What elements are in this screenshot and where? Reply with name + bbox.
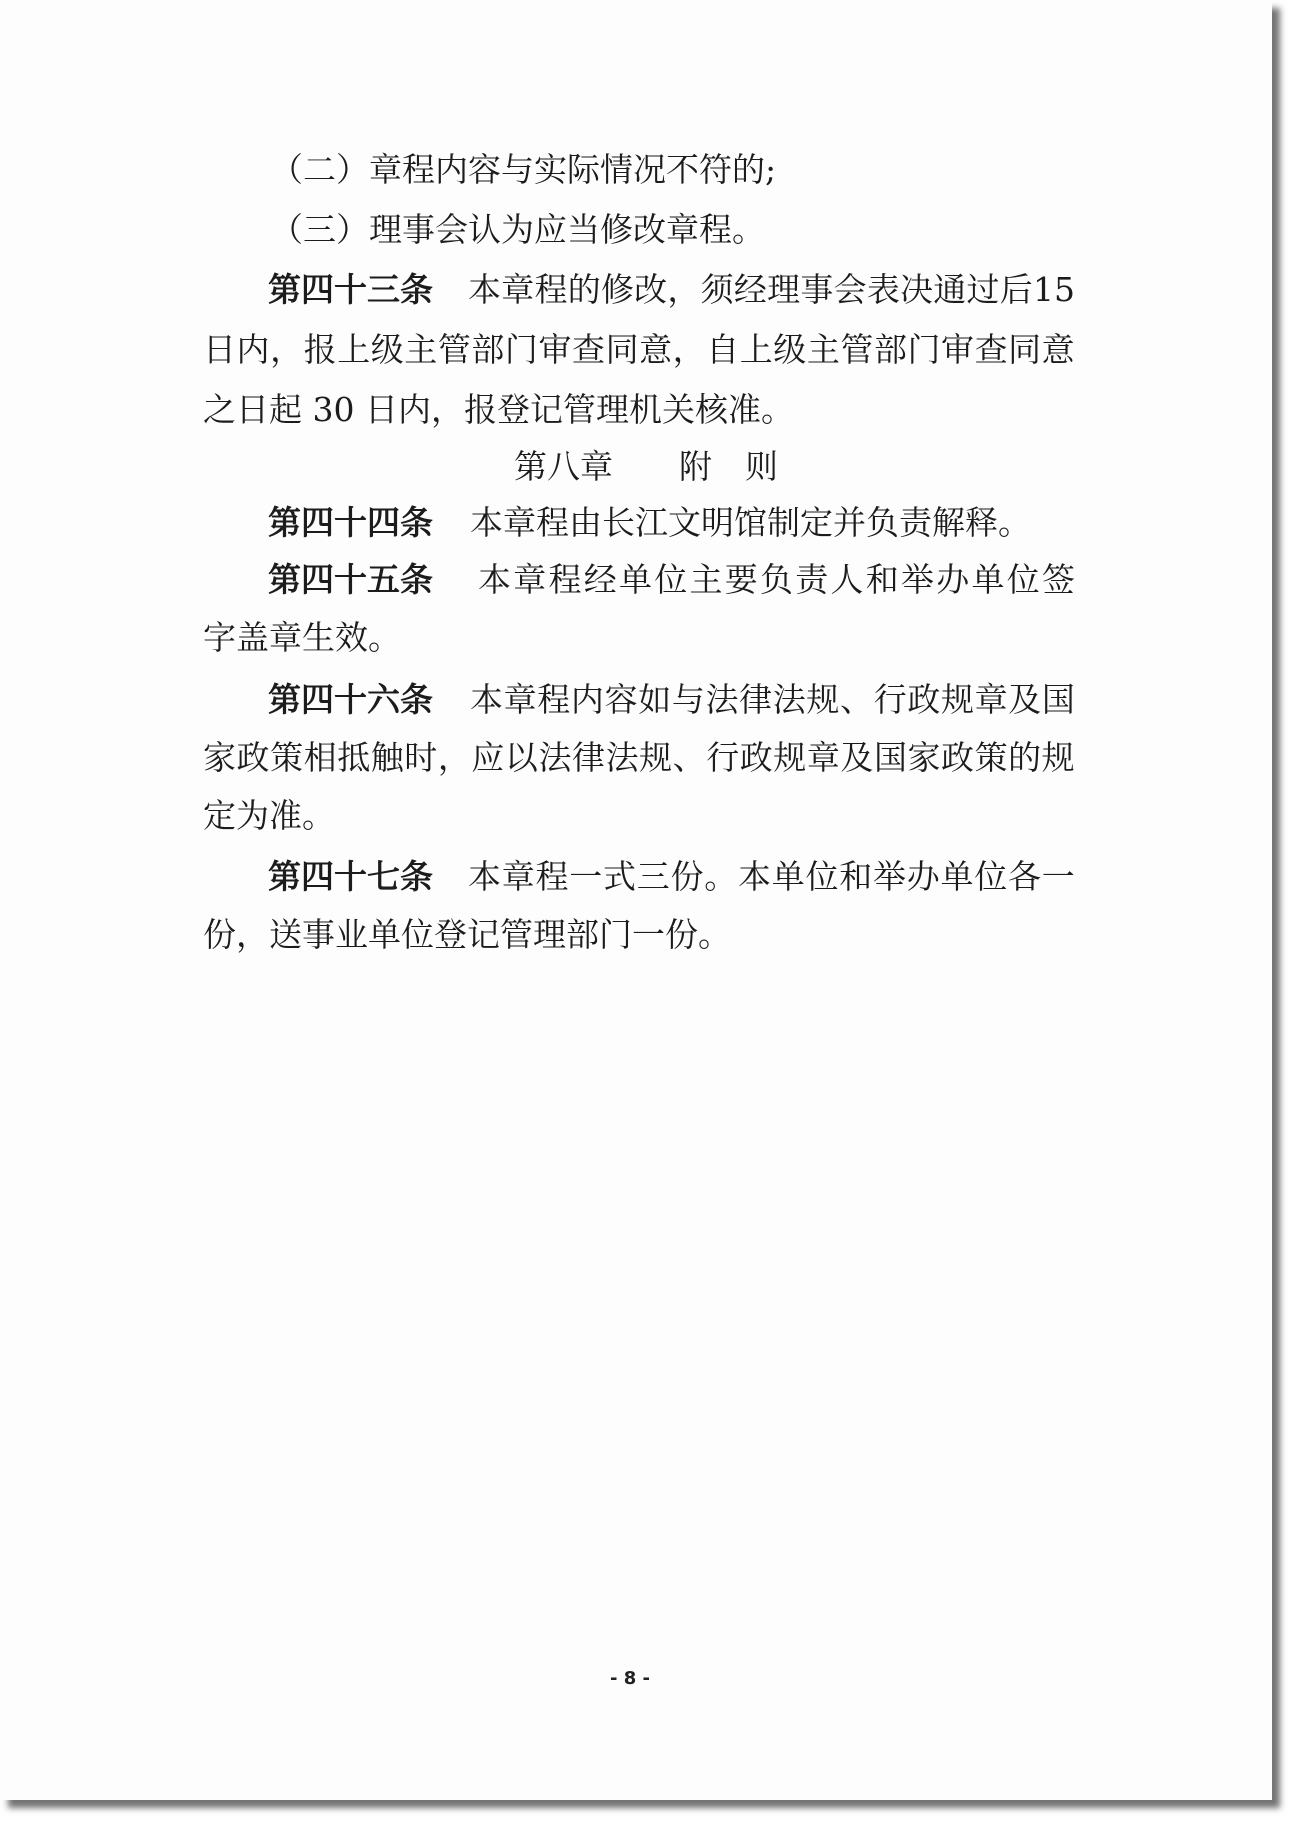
article-43-text: 之日起 30 日内，报登记管理机关核准。	[203, 390, 794, 429]
article-45-text: 本 章 程 经 单 位 主 要 负 责 人 和 举 办 单 位 签	[478, 560, 1075, 599]
clause-item-2: （二）章程内容与实际情况不符的;	[270, 150, 777, 189]
article-46-text: 定为准。	[203, 796, 335, 835]
article-46-text: 家 政 策 相 抵 触 时 ， 应 以 法 律 法 规 、 行 政 规 章 及 国 家 政 策 的 规	[203, 738, 1075, 777]
article-43-label: 第四十三条	[268, 270, 433, 309]
article-46-text: 本 章 程 内 容 如 与 法 律 法 规 、 行 政 规 章 及 国	[470, 680, 1075, 719]
article-43-text: 本 章 程 的 修 改 ， 须 经 理 事 会 表 决 通 过 后 15	[468, 270, 1075, 309]
article-47-text: 本 章 程 一 式 三 份 。 本 单 位 和 举 办 单 位 各 一	[468, 857, 1075, 896]
page-number: - 8 -	[610, 1668, 650, 1689]
article-47-label: 第四十七条	[268, 857, 433, 896]
chapter-heading: 第八章 附 则	[514, 447, 778, 486]
article-44-text: 本章程由长江文明馆制定并负责解释。	[470, 503, 1031, 542]
article-45-label: 第四十五条	[268, 560, 433, 599]
article-45-text: 字盖章生效。	[203, 618, 401, 657]
article-43-text: 日 内 ， 报 上 级 主 管 部 门 审 查 同 意 ， 自 上 级 主 管 部 门 审 查 同 意	[203, 330, 1075, 369]
article-44-label: 第四十四条	[268, 503, 433, 542]
article-46-label: 第四十六条	[268, 680, 433, 719]
article-47-text: 份，送事业单位登记管理部门一份。	[203, 915, 731, 954]
clause-item-3: （三）理事会认为应当修改章程。	[270, 210, 765, 249]
